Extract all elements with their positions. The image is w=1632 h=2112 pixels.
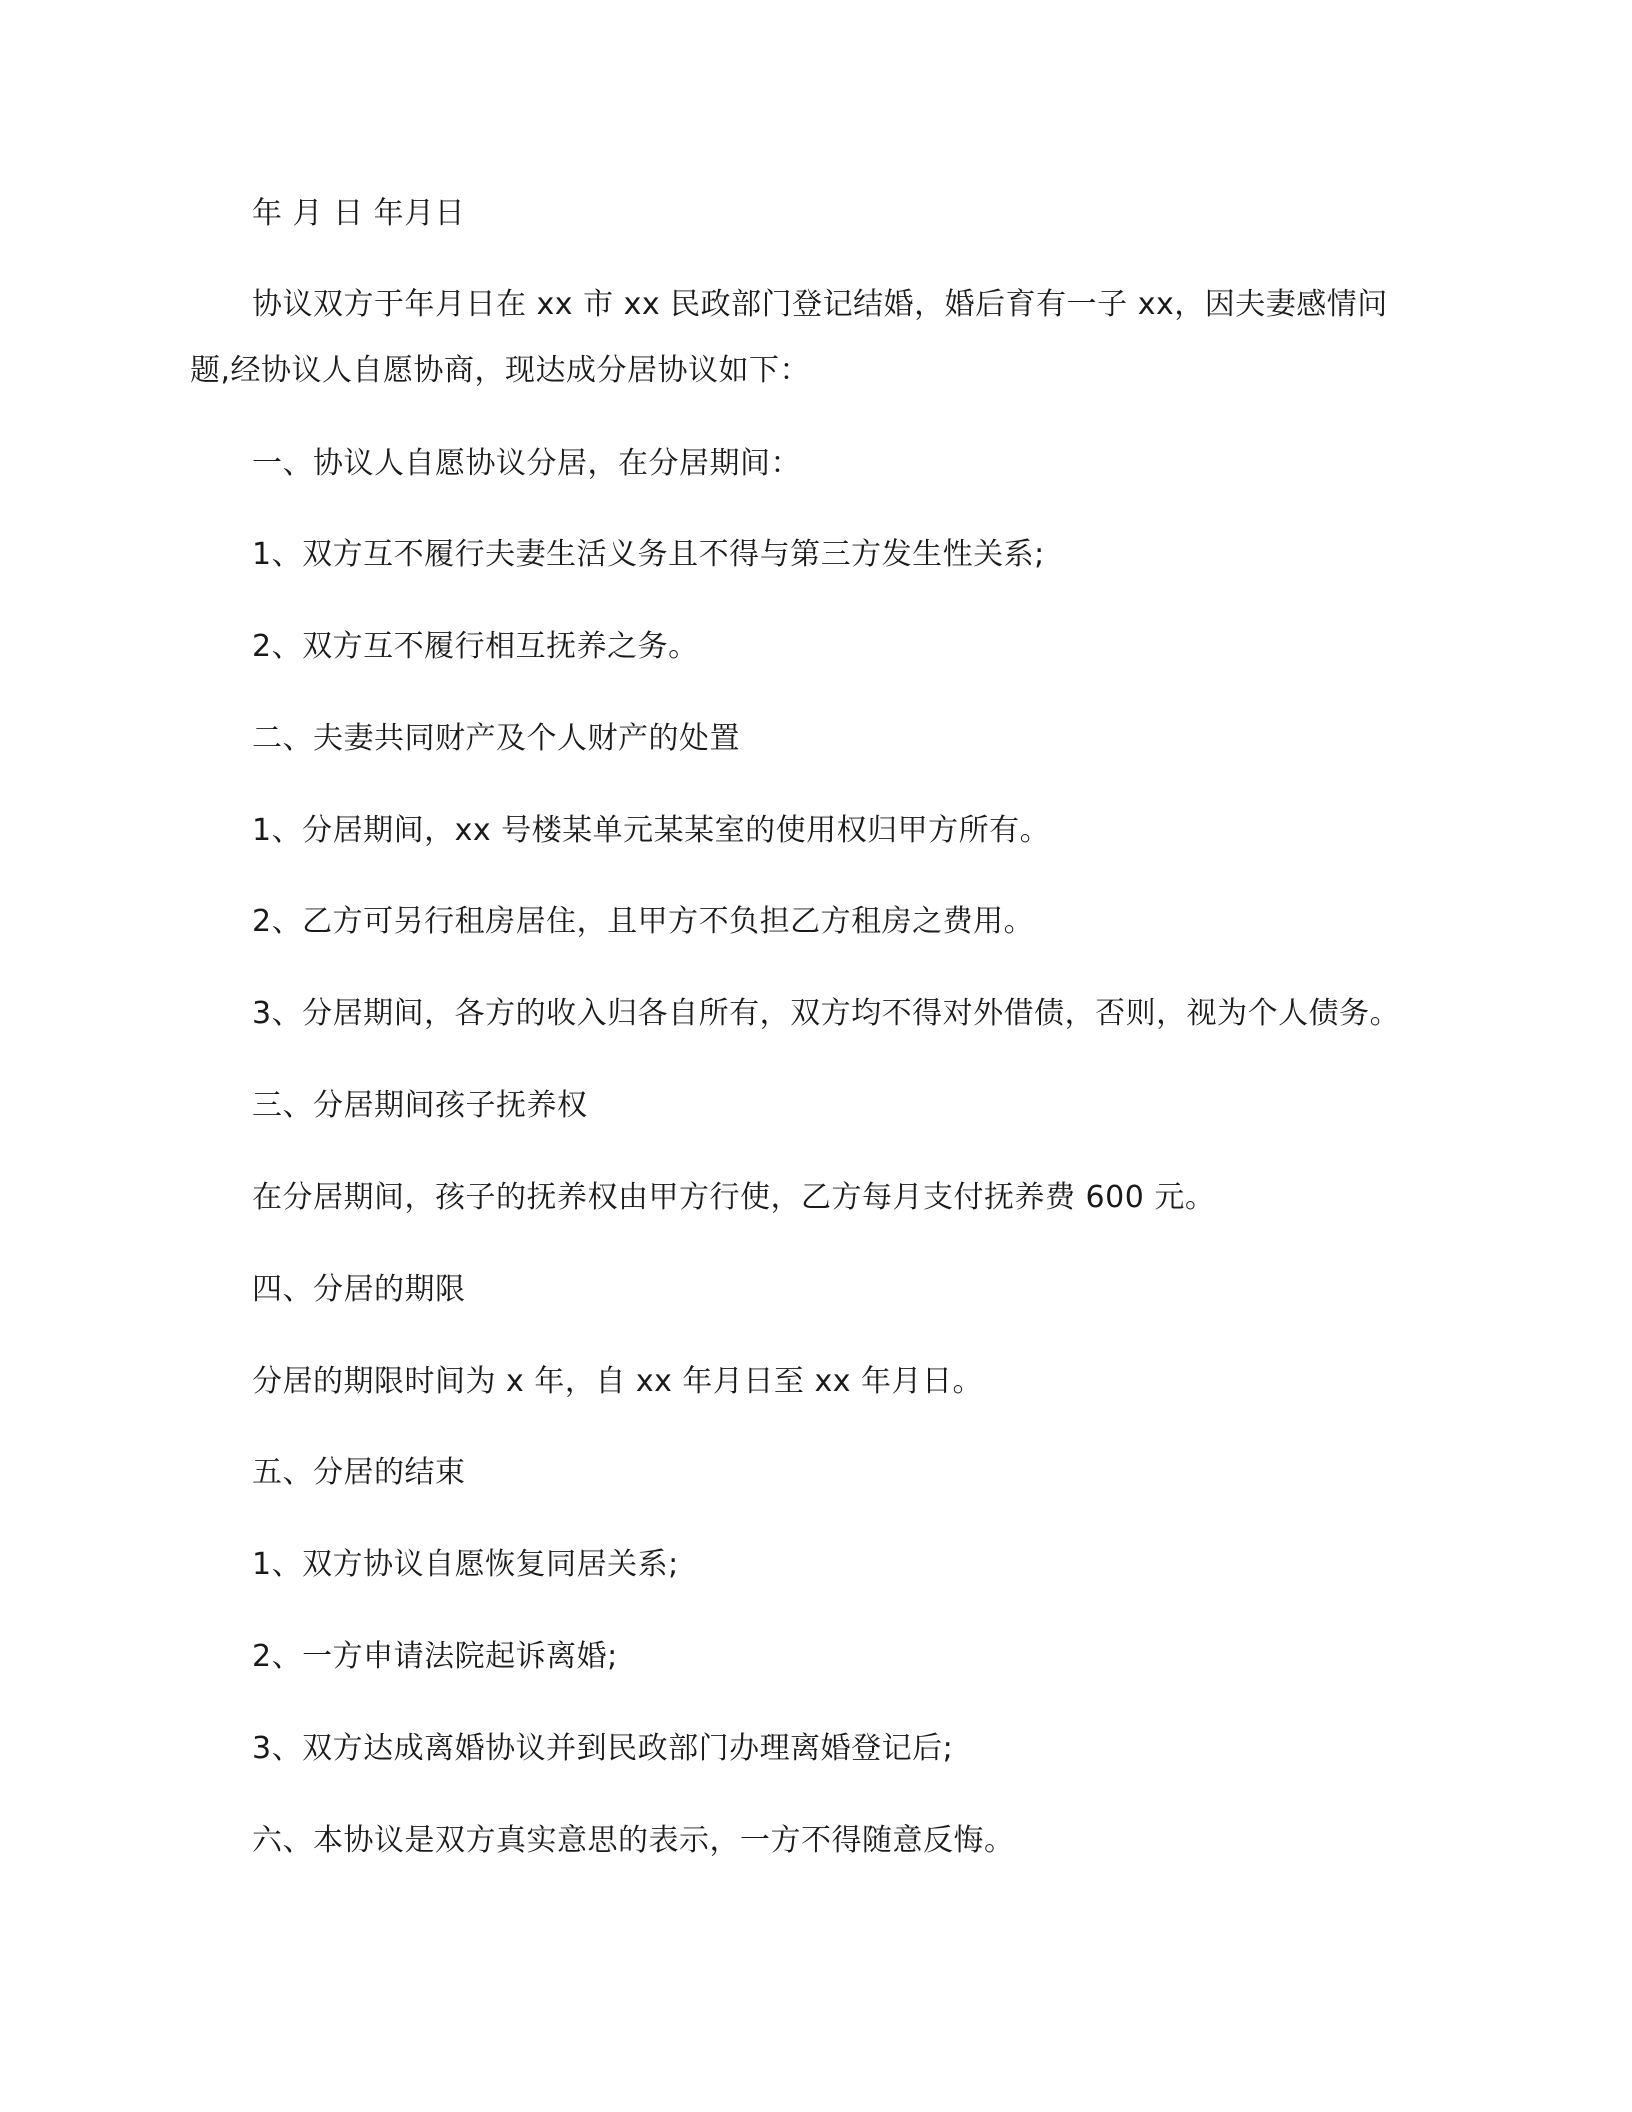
section-1-item-2: 2、双方互不履行相互抚养之务。 bbox=[252, 629, 699, 664]
section-4-heading: 四、分居的期限 bbox=[252, 1272, 466, 1307]
section-3-text: 在分居期间，孩子的抚养权由甲方行使，乙方每月支付抚养费 600 元。 bbox=[252, 1180, 1216, 1215]
intro-paragraph-line-1: 协议双方于年月日在 xx 市 xx 民政部门登记结婚，婚后育有一子 xx，因夫妻感情问 bbox=[252, 287, 1388, 322]
section-4-text: 分居的期限时间为 x 年，自 xx 年月日至 xx 年月日。 bbox=[252, 1364, 983, 1399]
section-2-heading: 二、夫妻共同财产及个人财产的处置 bbox=[252, 721, 740, 756]
intro-paragraph-line-2: 题,经协议人自愿协商，现达成分居协议如下： bbox=[190, 353, 811, 388]
section-5-item-1: 1、双方协议自愿恢复同居关系; bbox=[252, 1547, 679, 1582]
date-line: 年 月 日 年月日 bbox=[252, 196, 466, 231]
section-3-heading: 三、分居期间孩子抚养权 bbox=[252, 1088, 588, 1123]
section-5-item-3: 3、双方达成离婚协议并到民政部门办理离婚登记后; bbox=[252, 1731, 954, 1766]
section-5-heading: 五、分居的结束 bbox=[252, 1455, 466, 1490]
section-6-heading: 六、本协议是双方真实意思的表示，一方不得随意反悔。 bbox=[252, 1823, 1015, 1858]
section-2-item-1: 1、分居期间，xx 号楼某单元某某室的使用权归甲方所有。 bbox=[252, 813, 1051, 848]
section-1-heading: 一、协议人自愿协议分居，在分居期间： bbox=[252, 446, 801, 481]
section-2-item-2: 2、乙方可另行租房居住，且甲方不负担乙方租房之费用。 bbox=[252, 904, 1035, 939]
section-5-item-2: 2、一方申请法院起诉离婚; bbox=[252, 1639, 618, 1674]
section-2-item-3: 3、分居期间，各方的收入归各自所有，双方均不得对外借债，否则，视为个人债务。 bbox=[252, 996, 1401, 1031]
section-1-item-1: 1、双方互不履行夫妻生活义务且不得与第三方发生性关系; bbox=[252, 537, 1045, 572]
